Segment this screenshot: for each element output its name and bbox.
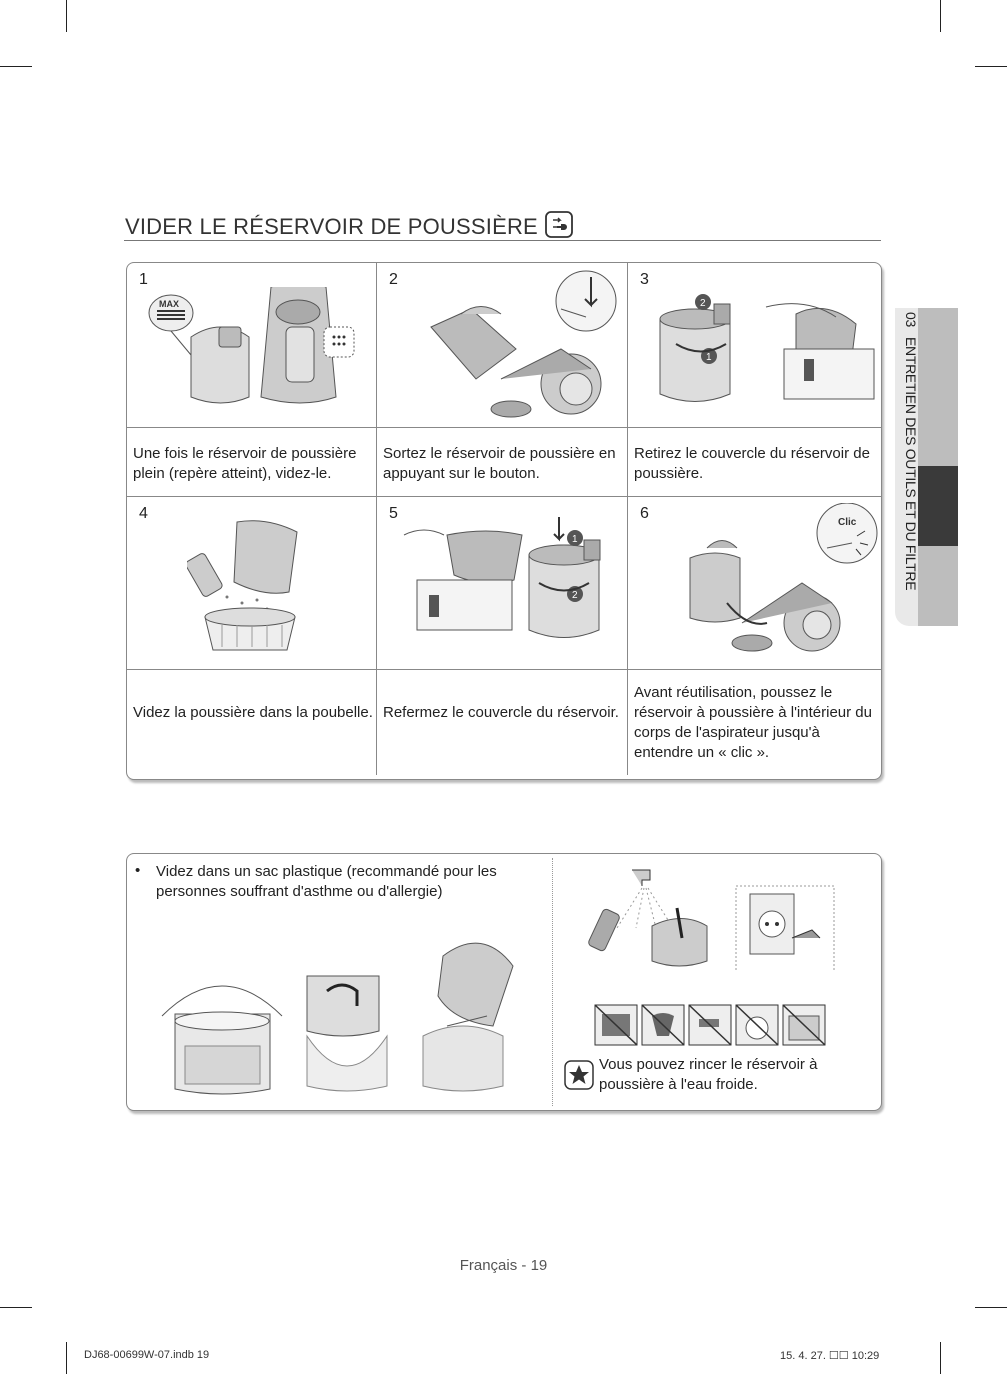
- remove-lid-illustration: [656, 279, 876, 419]
- chapter-tab-marker: [918, 466, 958, 546]
- bullet: •: [135, 862, 141, 879]
- plug-icon: [545, 211, 573, 238]
- prohibited-drying-icons: [594, 1004, 826, 1048]
- print-slug-file: DJ68-00699W-07.indb 19: [84, 1349, 210, 1361]
- print-slug-date: 15. 4. 27. ☐☐ 10:29: [780, 1350, 880, 1362]
- step-1-caption: Une fois le réservoir de poussière plein (repère atteint), videz-le.: [133, 445, 357, 482]
- remove-dust-bin-illustration: [421, 269, 621, 419]
- step-4-caption: Videz la poussière dans la poubelle.: [133, 704, 373, 721]
- note-panel: [126, 853, 882, 1111]
- star-icon: [564, 1060, 594, 1090]
- step-number: 6: [640, 505, 649, 522]
- mark-1: 1: [706, 352, 712, 363]
- crop-mark: [975, 66, 1007, 67]
- mark-1: 1: [572, 534, 578, 545]
- mark-2: 2: [572, 590, 578, 601]
- plastic-bag-illustration: [147, 936, 547, 1101]
- crop-mark: [0, 66, 32, 67]
- mark-2: 2: [700, 298, 706, 309]
- step-6-caption: Avant réutilisation, poussez le réservoir à poussière à l'intérieur du corps de l'aspirateur jusqu'à entendre un « clic ».: [634, 684, 872, 761]
- plastic-bag-note: Videz dans un sac plastique (recommandé pour les personnes souffrant d'asthme ou d'allergie): [156, 863, 497, 900]
- crop-mark: [0, 1307, 32, 1308]
- crop-mark: [975, 1307, 1007, 1308]
- chapter-number: 03: [903, 312, 919, 327]
- step-5: [377, 497, 627, 669]
- crop-mark: [66, 0, 67, 32]
- crop-mark: [940, 0, 941, 32]
- steps-panel: [126, 262, 882, 780]
- chapter-title: ENTRETIEN DES OUTILS ET DU FILTRE: [903, 336, 919, 591]
- step-number: 3: [640, 271, 649, 288]
- step-3-caption: Retirez le couvercle du réservoir de poussière.: [634, 445, 870, 482]
- rinse-illustration: [567, 858, 867, 970]
- max-label: MAX: [159, 299, 179, 309]
- rinse-tip: Vous pouvez rincer le réservoir à poussière à l'eau froide.: [599, 1056, 818, 1093]
- step-number: 2: [389, 271, 398, 288]
- step-5-caption: Refermez le couvercle du réservoir.: [383, 704, 619, 721]
- close-lid-illustration: [399, 515, 621, 655]
- clic-label: Clic: [838, 517, 857, 528]
- step-2-caption: Sortez le réservoir de poussière en appuyant sur le bouton.: [383, 445, 616, 482]
- chapter-tab-label: [895, 312, 919, 624]
- step-6: [628, 497, 881, 669]
- step-number: 4: [139, 505, 148, 522]
- crop-mark: [66, 1342, 67, 1374]
- crop-mark: [940, 1342, 941, 1374]
- step-number: 1: [139, 271, 148, 288]
- divider: [552, 858, 553, 1106]
- step-4: [127, 497, 376, 669]
- dust-bin-full-illustration: [141, 287, 371, 422]
- divider: [127, 669, 881, 670]
- step-number: 5: [389, 505, 398, 522]
- page-title: VIDER LE RÉSERVOIR DE POUSSIÈRE: [125, 214, 538, 239]
- section-title: [124, 210, 881, 241]
- page-footer: Français - 19: [459, 1257, 548, 1274]
- insert-dust-bin-illustration: [682, 503, 882, 658]
- empty-into-bin-illustration: [187, 517, 307, 652]
